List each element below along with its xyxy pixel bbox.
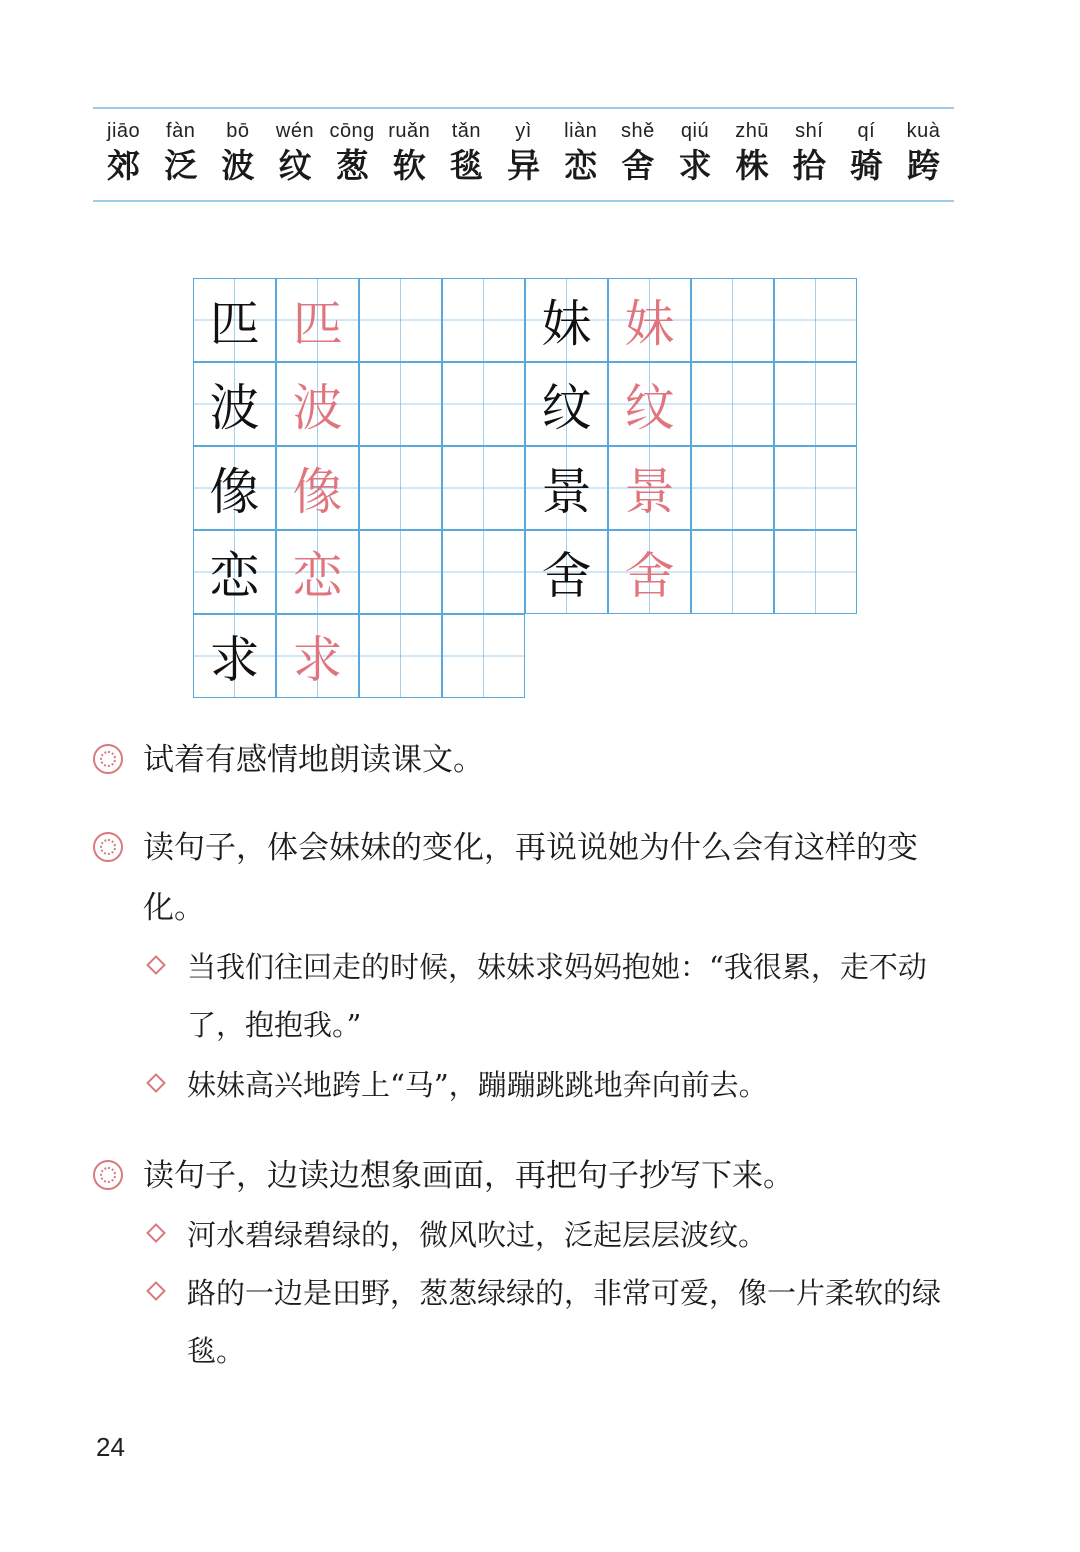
bottom-rule xyxy=(93,200,954,202)
blank-writing-cell xyxy=(359,362,442,446)
hanzi: 恋 xyxy=(564,146,598,185)
exercise-text: 读句子，边读边想象画面，再把句子抄写下来。 xyxy=(143,1158,794,1194)
exercise-marker-icon xyxy=(93,744,123,774)
pinyin: cōng xyxy=(329,120,375,142)
exercise-marker-icon xyxy=(93,832,123,862)
tracing-character: 景 xyxy=(608,446,691,530)
blank-writing-cell xyxy=(691,530,774,614)
hanzi: 泛 xyxy=(164,146,198,185)
hanzi: 纹 xyxy=(278,146,312,185)
sentence-text: 当我们往回走的时候，妹妹求妈妈抱她：“我很累，走不动了，抱抱我。” xyxy=(187,950,927,1042)
reference-character: 景 xyxy=(525,446,608,530)
vocabulary-strip xyxy=(95,118,952,188)
tracing-character: 匹 xyxy=(276,278,359,362)
blank-writing-cell xyxy=(774,278,857,362)
hanzi: 株 xyxy=(735,146,769,185)
tracing-character: 求 xyxy=(276,614,359,698)
blank-writing-cell xyxy=(691,278,774,362)
pinyin: fàn xyxy=(166,120,196,142)
exercise-text: 读句子，体会妹妹的变化，再说说她为什么会有这样的变化。 xyxy=(143,830,918,926)
vocab-item xyxy=(381,118,438,188)
hanzi: 拾 xyxy=(792,146,826,185)
hanzi: 骑 xyxy=(849,146,883,185)
blank-writing-cell xyxy=(691,446,774,530)
blank-writing-cell xyxy=(442,278,525,362)
exercise-3-sentence-1 xyxy=(145,1206,957,1264)
blank-writing-cell xyxy=(774,446,857,530)
hanzi: 软 xyxy=(392,146,426,185)
blank-writing-cell xyxy=(359,614,442,698)
vocab-item xyxy=(552,118,609,188)
sentence-text: 路的一边是田野，葱葱绿绿的，非常可爱，像一片柔软的绿毯。 xyxy=(187,1276,942,1368)
vocab-item xyxy=(895,118,952,188)
pinyin: bō xyxy=(226,120,250,142)
hanzi: 异 xyxy=(507,146,541,185)
reference-character: 像 xyxy=(193,446,276,530)
blank-writing-cell xyxy=(359,530,442,614)
hanzi: 跨 xyxy=(907,146,941,185)
pinyin: wén xyxy=(275,120,315,142)
reference-character: 匹 xyxy=(193,278,276,362)
pinyin: tǎn xyxy=(451,120,482,142)
exercise-1 xyxy=(93,730,953,790)
page-number: 24 xyxy=(96,1432,125,1462)
tracing-character: 像 xyxy=(276,446,359,530)
blank-writing-cell xyxy=(442,614,525,698)
blank-writing-cell xyxy=(442,362,525,446)
vocab-item xyxy=(838,118,895,188)
blank-writing-cell xyxy=(691,362,774,446)
pinyin: qí xyxy=(857,120,876,142)
hanzi: 葱 xyxy=(335,146,369,185)
hanzi: 郊 xyxy=(107,146,141,185)
hanzi: 毯 xyxy=(449,146,483,185)
pinyin: zhū xyxy=(735,120,769,142)
tracing-character: 纹 xyxy=(608,362,691,446)
pinyin: qiú xyxy=(680,120,710,142)
vocab-item xyxy=(438,118,495,188)
sentence-text: 妹妹高兴地跨上“马”，蹦蹦跳跳地奔向前去。 xyxy=(187,1068,768,1102)
vocab-item xyxy=(666,118,723,188)
exercise-2 xyxy=(93,818,953,938)
hanzi: 求 xyxy=(678,146,712,185)
blank-writing-cell xyxy=(774,362,857,446)
vocab-item xyxy=(95,118,152,188)
exercise-2-sentence-1 xyxy=(145,938,957,1054)
pinyin: shí xyxy=(795,120,824,142)
reference-character: 恋 xyxy=(193,530,276,614)
vocab-item xyxy=(724,118,781,188)
vocab-item xyxy=(266,118,323,188)
tracing-character: 恋 xyxy=(276,530,359,614)
reference-character: 舍 xyxy=(525,530,608,614)
vocab-item xyxy=(324,118,381,188)
reference-character: 妹 xyxy=(525,278,608,362)
tracing-character: 舍 xyxy=(608,530,691,614)
reference-character: 纹 xyxy=(525,362,608,446)
blank-writing-cell xyxy=(442,530,525,614)
blank-writing-cell xyxy=(359,446,442,530)
vocab-item xyxy=(781,118,838,188)
pinyin: ruǎn xyxy=(388,120,431,142)
hanzi: 舍 xyxy=(621,146,655,185)
pinyin: shě xyxy=(620,120,655,142)
pinyin: liàn xyxy=(564,120,598,142)
exercise-2-sentence-2 xyxy=(145,1056,957,1114)
vocab-item xyxy=(495,118,552,188)
exercise-marker-icon xyxy=(93,1160,123,1190)
hanzi: 波 xyxy=(221,146,255,185)
blank-writing-cell xyxy=(359,278,442,362)
exercise-3 xyxy=(93,1146,953,1206)
vocab-item xyxy=(209,118,266,188)
pinyin: yì xyxy=(515,120,532,142)
pinyin: kuà xyxy=(906,120,941,142)
sentence-text: 河水碧绿碧绿的，微风吹过，泛起层层波纹。 xyxy=(187,1218,768,1252)
exercise-3-sentence-2 xyxy=(145,1264,957,1380)
tracing-character: 波 xyxy=(276,362,359,446)
blank-writing-cell xyxy=(774,530,857,614)
exercise-text: 试着有感情地朗读课文。 xyxy=(143,742,484,778)
tracing-character: 妹 xyxy=(608,278,691,362)
vocab-item xyxy=(609,118,666,188)
pinyin: jiāo xyxy=(107,120,141,142)
top-rule xyxy=(93,107,954,109)
blank-writing-cell xyxy=(442,446,525,530)
reference-character: 波 xyxy=(193,362,276,446)
vocab-item xyxy=(152,118,209,188)
reference-character: 求 xyxy=(193,614,276,698)
